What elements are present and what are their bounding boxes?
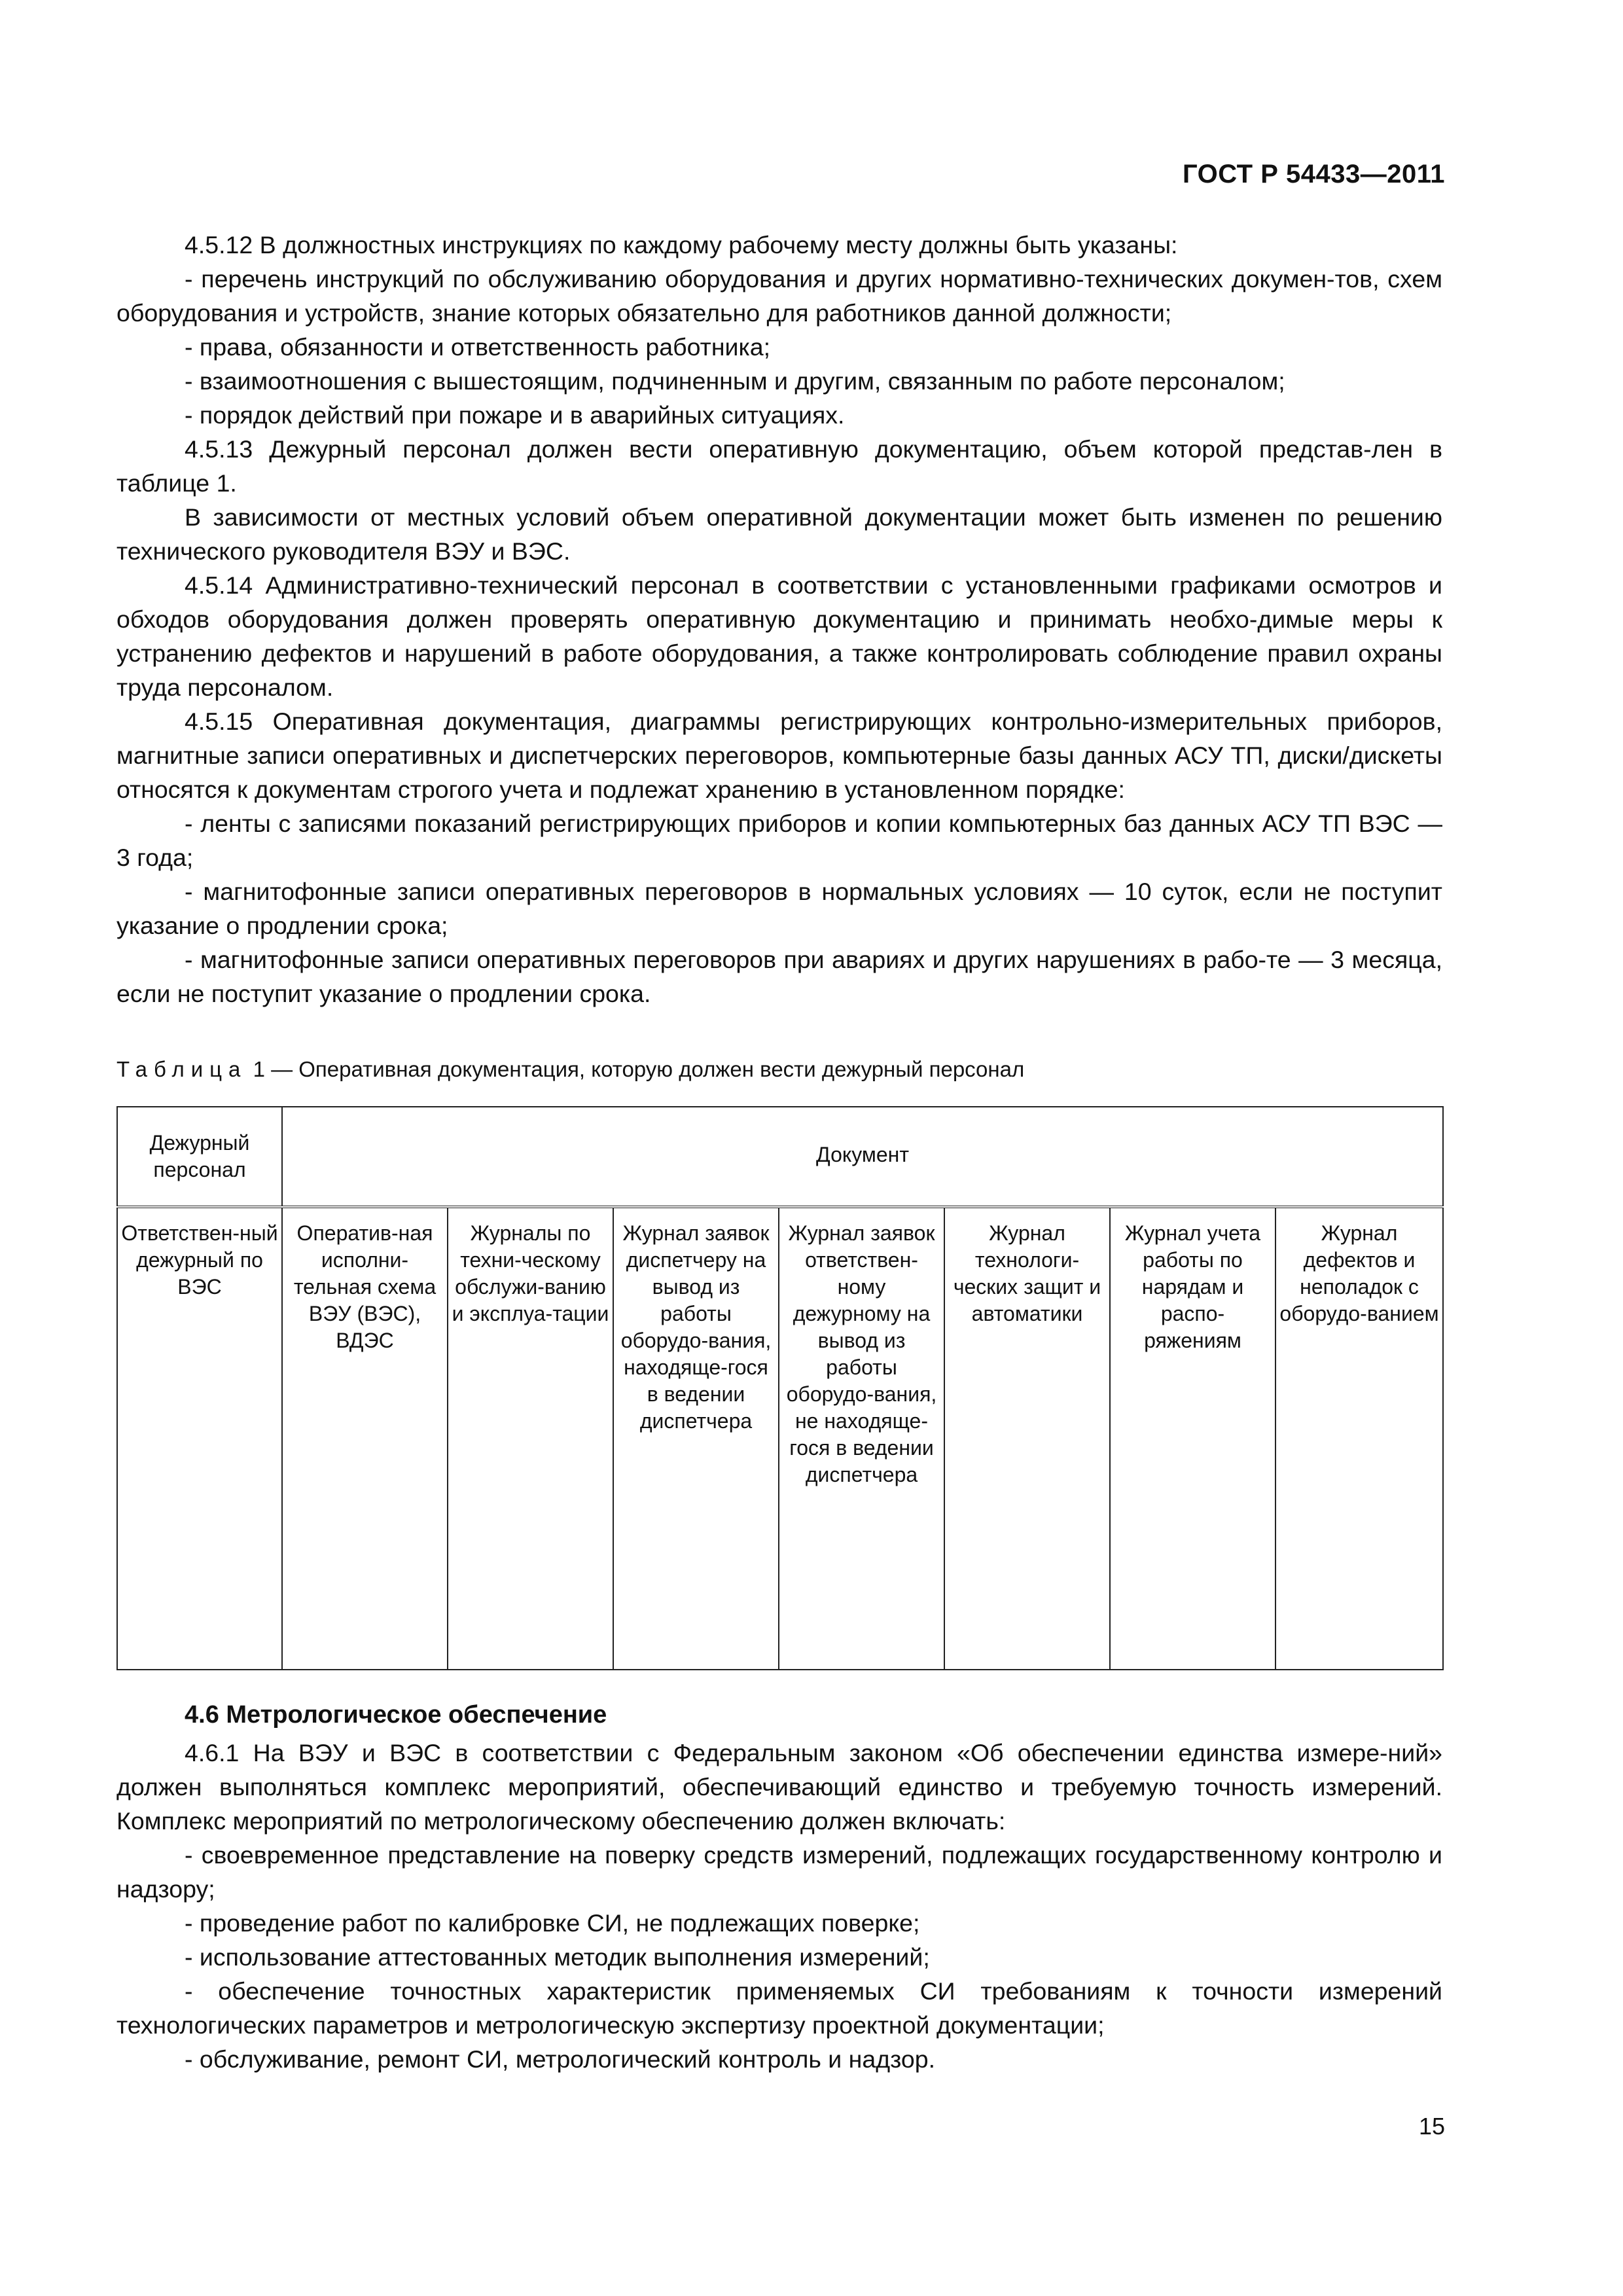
section-heading: 4.6 Метрологическое обеспечение [185,1701,607,1729]
header-document: Документ [282,1107,1443,1207]
body-text-top [116,228,1442,1011]
standard-number: ГОСТ Р 54433—2011 [1183,160,1445,188]
table-cell: Журнал технологи-ческих защит и автоматики [944,1207,1110,1670]
paragraph: 4.6.1 На ВЭУ и ВЭС в соответствии с Федеральным законом «Об обеспечении единства измере-ний» должен выполняться комплекс мероприятий, обеспечивающий единство и требуемую точность измерений. Комплекс мероприятий по метрологическому обеспечению должен включать: [116,1739,1442,1835]
documentation-table [116,1106,1444,1670]
paragraph: - обслуживание, ремонт СИ, метрологический контроль и надзор. [185,2045,935,2073]
paragraph: - взаимоотношения с вышестоящим, подчиненным и другим, связанным по работе персоналом; [185,367,1285,395]
table-cell: Журнал заявок ответствен-ному дежурному на вывод из работы оборудо-вания, не находяще-гося в ведении диспетчера [779,1207,944,1670]
table-cell: Журнал дефектов и неполадок с оборудо-ванием [1275,1207,1443,1670]
page-number: 15 [1418,2113,1445,2140]
paragraph: - использование аттестованных методик выполнения измерений; [185,1943,930,1971]
paragraph: - обеспечение точностных характеристик применяемых СИ требованиям к точности измерений технологических параметров и метрологическую экспертизу проектной документации; [116,1977,1442,2039]
table-caption-text: 1 — Оперативная документация, которую должен вести дежурный персонал [253,1057,1025,1081]
paragraph: 4.5.14 Административно-технический персонал в соответствии с установленными графиками осмотров и обходов оборудования должен проверять оперативную документацию и принимать необхо-димые меры к устранению дефектов и нарушений в работе оборудования, а также контролировать соблюдение правил охраны труда персоналом. [116,571,1442,701]
table-cell: Журналы по техни-ческому обслужи-ванию и эксплуа-тации [448,1207,613,1670]
paragraph: 4.5.13 Дежурный персонал должен вести оперативную документацию, объем которой представ-лен в таблице 1. [116,435,1442,497]
paragraph: - ленты с записями показаний регистрирующих приборов и копии компьютерных баз данных АСУ ТП ВЭС — 3 года; [116,810,1442,871]
table-cell: Журнал заявок диспетчеру на вывод из работы оборудо-вания, находяще-гося в ведении диспетчера [613,1207,779,1670]
table-cell: Оператив-ная исполни-тельная схема ВЭУ (ВЭС), ВДЭС [282,1207,448,1670]
table-header-row [117,1107,1443,1207]
paragraph: - магнитофонные записи оперативных переговоров при авариях и других нарушениях в рабо-те — 3 месяца, если не поступит указание о продлении срока. [116,946,1442,1007]
table-row [117,1207,1443,1670]
table-cell: Журнал учета работы по нарядам и распо-ряжениям [1110,1207,1275,1670]
paragraph: - проведение работ по калибровке СИ, не подлежащих поверке; [185,1909,920,1937]
paragraph: 4.5.15 Оперативная документация, диаграммы регистрирующих контрольно-измерительных приборов, магнитные записи оперативных и диспетчерских переговоров, компьютерные базы данных АСУ ТП, диски/дискеты относятся к документам строгого учета и подлежат хранению в установленном порядке: [116,708,1442,803]
paragraph: - магнитофонные записи оперативных переговоров в нормальных условиях — 10 суток, если не поступит указание о продлении срока; [116,878,1442,939]
paragraph: - права, обязанности и ответственность работника; [185,333,770,361]
paragraph: - порядок действий при пожаре и в аварийных ситуациях. [185,401,845,429]
body-text-bottom [116,1698,1442,2076]
paragraph: В зависимости от местных условий объем оперативной документации может быть изменен по решению технического руководителя ВЭУ и ВЭС. [116,503,1442,565]
paragraph: 4.5.12 В должностных инструкциях по каждому рабочему месту должны быть указаны: [185,231,1178,259]
table-cell: Ответствен-ный дежурный по ВЭС [117,1207,282,1670]
paragraph: - перечень инструкций по обслуживанию оборудования и других нормативно-технических докумен-тов, схем оборудования и устройств, знание которых обязательно для работников данной должности; [116,265,1442,327]
header-personnel: Дежурный персонал [117,1107,282,1207]
paragraph: - своевременное представление на поверку средств измерений, подлежащих государственному контролю и надзору; [116,1841,1442,1903]
table-caption-label: Таблица [116,1057,247,1081]
table-caption [116,1054,1442,1085]
